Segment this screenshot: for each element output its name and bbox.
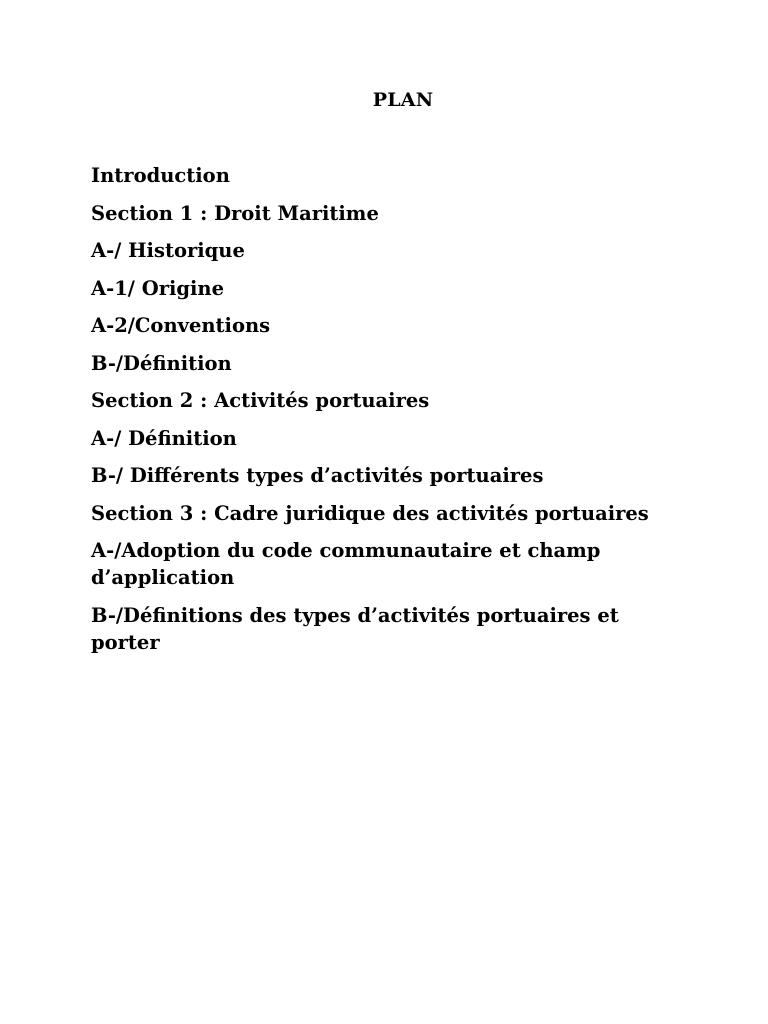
outline-item-conventions: A-2/Conventions bbox=[91, 314, 271, 337]
outline-item-definitions-types: B-/Définitions des types d’activités portuaires et porter bbox=[91, 603, 619, 654]
outline-item-section-2: Section 2 : Activités portuaires bbox=[91, 389, 430, 412]
page-title: PLAN bbox=[372, 89, 434, 111]
outline-item-types-activites: B-/ Différents types d’activités portuaires bbox=[91, 464, 544, 487]
outline-item-historique: A-/ Historique bbox=[91, 239, 245, 262]
outline-item-definition-2: A-/ Définition bbox=[91, 426, 237, 450]
outline-item-section-3: Section 3 : Cadre juridique des activités portuaires bbox=[91, 501, 649, 525]
table-of-contents bbox=[91, 162, 651, 666]
outline-item-origine: A-1/ Origine bbox=[91, 276, 224, 300]
outline-item-definition: B-/Définition bbox=[91, 351, 232, 375]
outline-item-introduction: Introduction bbox=[91, 164, 230, 187]
outline-item-adoption-code: A-/Adoption du code communautaire et champ d’application bbox=[91, 539, 601, 589]
outline-item-section-1: Section 1 : Droit Maritime bbox=[91, 201, 379, 225]
